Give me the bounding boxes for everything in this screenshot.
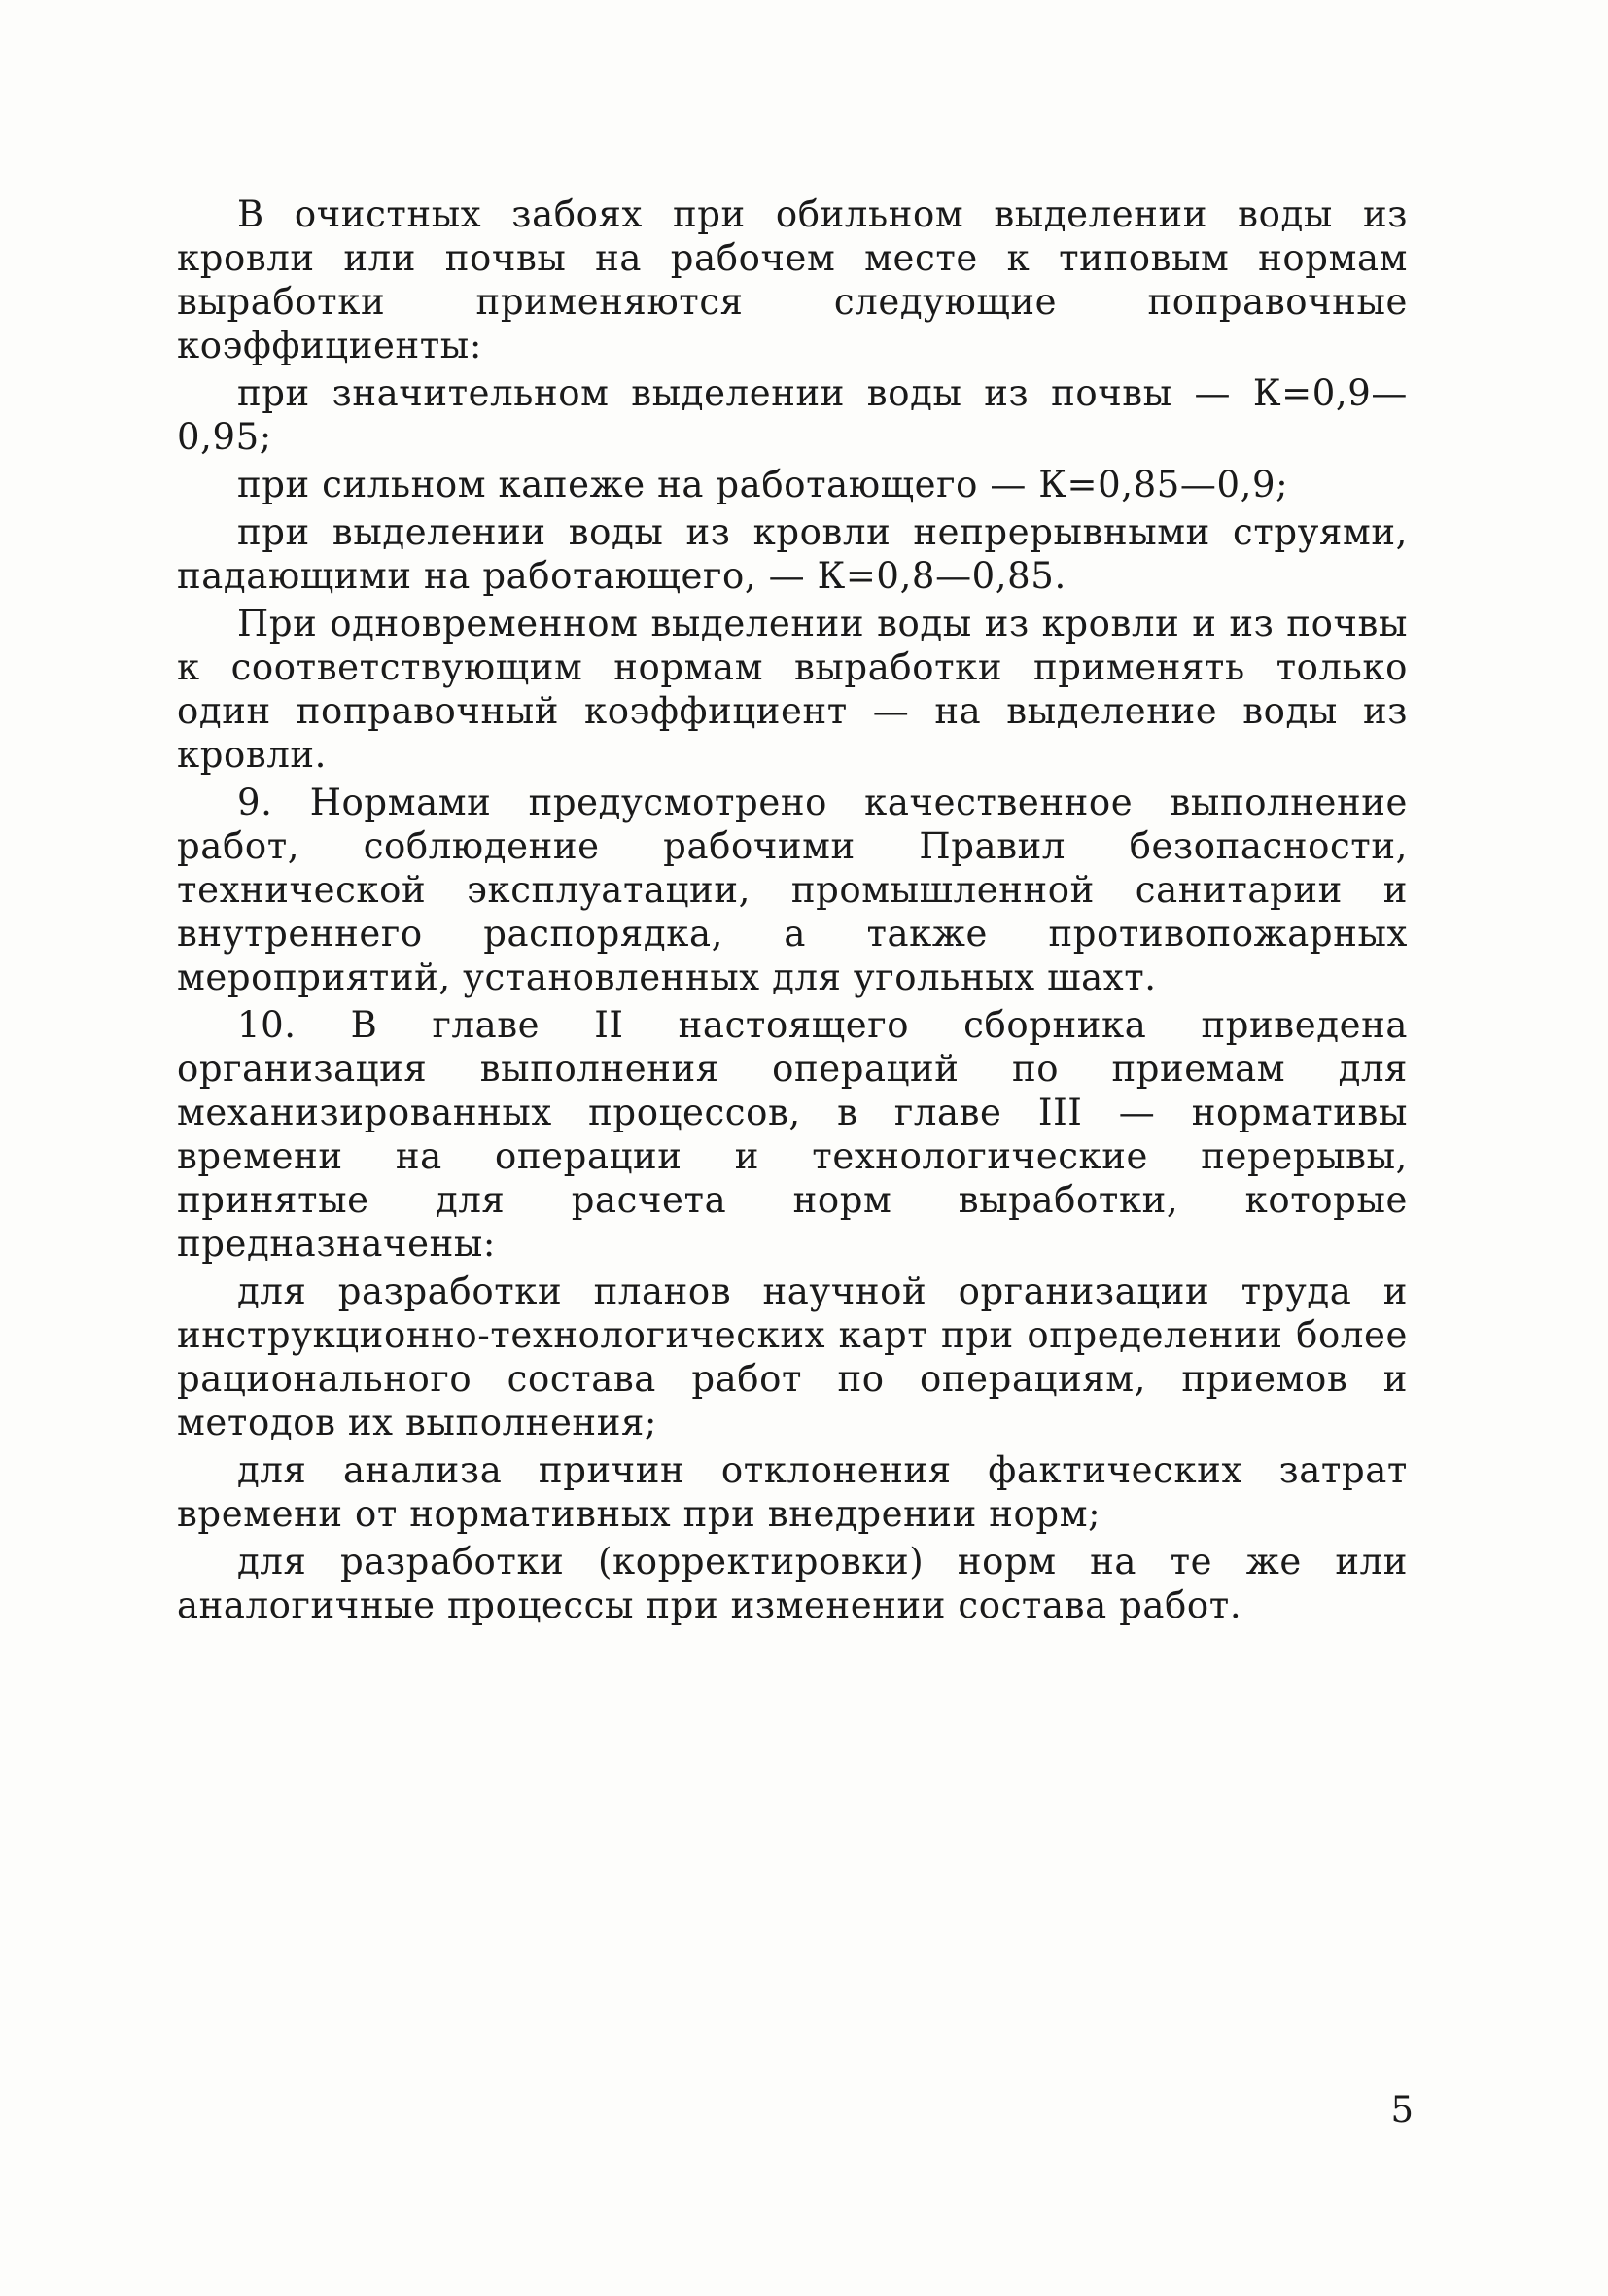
paragraph-coef-drip: при сильном капеже на работающего — К=0,85—0,9; <box>237 464 1289 505</box>
page-number: 5 <box>1390 2089 1414 2131</box>
paragraph-water-intro: В очистных забоях при обильном выделении воды из кровли или почвы на рабочем месте к типовым нормам выработки применяются следующие поправочные коэффициенты: <box>177 193 1408 366</box>
paragraph-item-9: 9. Нормами предусмотрено качественное выполнение работ, соблюдение рабочими Правил безопасности, технической эксплуатации, промышленной санитарии и внутреннего распорядка, а также противопожарных мероприятий, установленных для угольных шахт. <box>177 782 1408 998</box>
paragraph-coef-streams: при выделении воды из кровли непрерывными струями, падающими на работающего, — К=0,8—0,85. <box>177 511 1408 597</box>
paragraph-purpose-analysis: для анализа причин отклонения фактических затрат времени от нормативных при внедрении норм; <box>177 1449 1408 1535</box>
paragraph-item-10: 10. В главе II настоящего сборника приведена организация выполнения операций по приемам для механизированных процессов, в главе III — нормативы времени на операции и технологические перерывы, принятые для расчета норм выработки, которые предназначены: <box>177 1004 1408 1265</box>
paragraph-purpose-plans: для разработки планов научной организации труда и инструкционно-технологических карт при определении более рационального состава работ по операциям, приемов и методов их выполнения; <box>177 1270 1408 1444</box>
paragraph-coef-floor: при значительном выделении воды из почвы — К=0,9—0,95; <box>177 372 1408 458</box>
body-text <box>177 192 1408 1627</box>
paragraph-simultaneous: При одновременном выделении воды из кровли и из почвы к соответствующим нормам выработки применять только один поправочный коэффициент — на выделение воды из кровли. <box>177 603 1408 776</box>
paragraph-purpose-norms: для разработки (корректировки) норм на те же или аналогичные процессы при изменении состава работ. <box>177 1541 1408 1626</box>
